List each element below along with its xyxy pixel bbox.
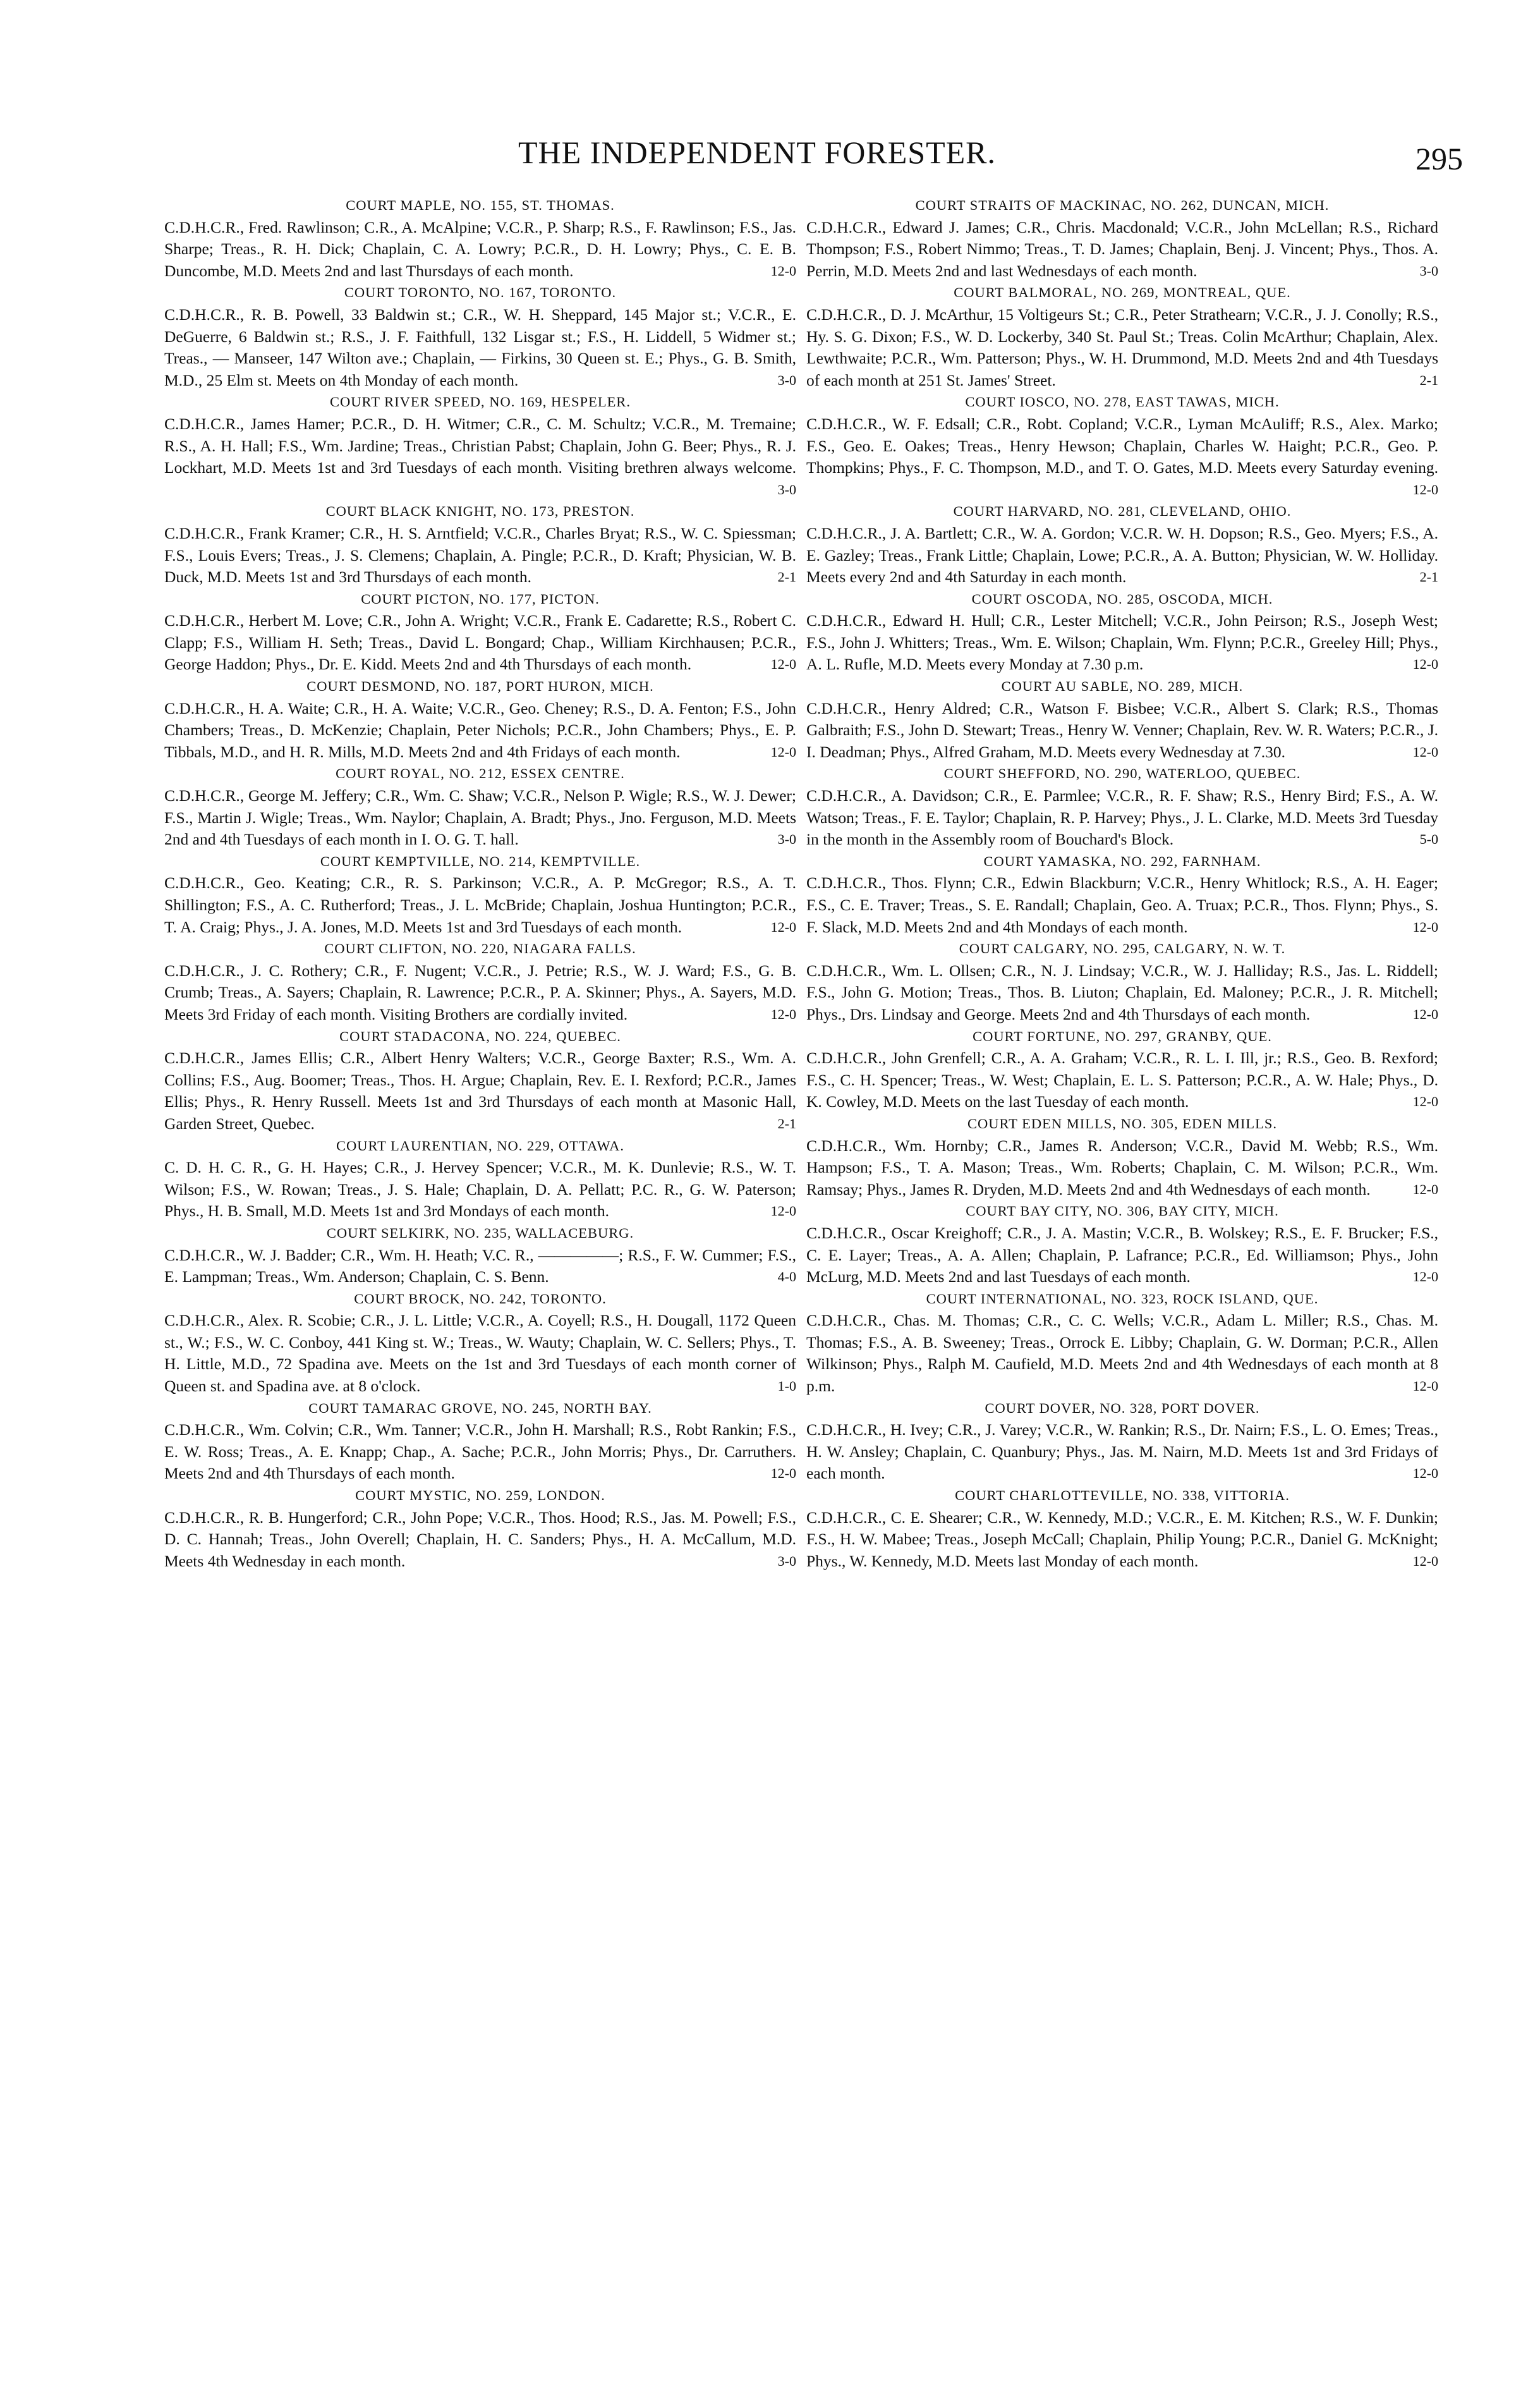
- court-code: 12-0: [770, 656, 796, 673]
- court-code: 4-0: [777, 1269, 796, 1285]
- court-code: 12-0: [770, 1006, 796, 1022]
- court-code: 2-1: [1419, 372, 1438, 388]
- court-officers: C.D.H.C.R., Oscar Kreighoff; C.R., J. A. Mastin; V.C.R., B. Wolskey; R.S., E. F. Brucker; F.S., C. E. Layer; Treas., A. A. Allen; Chaplain, P. Lafrance; P.C.R., Ed. Williamson; Phys., John McLurg, M.D. Meets 2nd and last Tuesdays of each month.: [806, 1223, 1438, 1286]
- court-code: 12-0: [1412, 1181, 1438, 1197]
- court-heading: COURT RIVER SPEED, NO. 169, HESPELER.: [330, 394, 631, 410]
- court-officers: C.D.H.C.R., Thos. Flynn; C.R., Edwin Blackburn; V.C.R., Henry Whitlock; R.S., A. H. Eager; F.S., C. E. Traver; Treas., S. E. Randall; Chaplain, Geo. A. Truax; P.C.R., Thos. Flynn; Phys., S. F. Slack, M.D. Meets 2nd and 4th Mondays of each month.: [806, 874, 1438, 936]
- court-code: 2-1: [777, 569, 796, 585]
- court-entry: [806, 1485, 1438, 1572]
- court-entry: [806, 938, 1438, 1025]
- court-code: 12-0: [770, 743, 796, 760]
- court-entry: [164, 1223, 796, 1288]
- left-column: [164, 195, 796, 1572]
- court-heading: COURT ROYAL, NO. 212, ESSEX CENTRE.: [336, 765, 625, 782]
- court-heading: COURT BALMORAL, NO. 269, MONTREAL, QUE.: [954, 284, 1291, 301]
- court-heading: COURT LAURENTIAN, NO. 229, OTTAWA.: [336, 1137, 625, 1154]
- court-heading: COURT TORONTO, NO. 167, TORONTO.: [344, 284, 617, 301]
- court-entry: [806, 195, 1438, 282]
- court-entry: [164, 1135, 796, 1223]
- court-officers: C.D.H.C.R., H. Ivey; C.R., J. Varey; V.C.R., W. Rankin; R.S., Dr. Nairn; F.S., L. O. Emes; Treas., H. W. Ansley; Chaplain, C. Quanbury; Phys., Jas. M. Nairn, M.D. Meets 1st and 3rd Fridays of each month.: [806, 1420, 1438, 1483]
- court-officers: C.D.H.C.R., Wm. Colvin; C.R., Wm. Tanner; V.C.R., John H. Marshall; R.S., Robt Rankin; F.S., E. W. Ross; Treas., A. E. Knapp; Chap., A. Sache; P.C.R., John Morris; Phys., Dr. Carruthers. Meets 2nd and 4th Thursdays of each month.: [164, 1420, 796, 1483]
- court-officers: C.D.H.C.R., Alex. R. Scobie; C.R., J. L. Little; V.C.R., A. Coyell; R.S., H. Dougall, 1172 Queen st., W.; F.S., W. C. Conboy, 441 King st. W.; Treas., W. Wauty; Chaplain, W. C. Sellers; Phys., T. H. Little, M.D., 72 Spadina ave. Meets on the 1st and 3rd Tuesdays of each month corner of Queen st. and Spadina ave. at 8 o'clock.: [164, 1311, 796, 1396]
- court-code: 12-0: [1412, 1552, 1438, 1569]
- court-heading: COURT PICTON, NO. 177, PICTON.: [361, 590, 600, 607]
- court-code: 12-0: [1412, 1378, 1438, 1394]
- court-officers: C.D.H.C.R., W. F. Edsall; C.R., Robt. Copland; V.C.R., Lyman McAuliff; R.S., Alex. Marko; F.S., Geo. E. Oakes; Treas., Henry Hewson; Chaplain, Charles W. Haight; P.C.R., Geo. P. Thompkins; Phys., F. C. Thompson, M.D., and T. O. Gates, M.D. Meets every Saturday evening.: [806, 414, 1438, 477]
- right-column: [806, 195, 1438, 1572]
- court-entry: [806, 1398, 1438, 1485]
- court-entry: [806, 676, 1438, 763]
- court-code: 12-0: [1412, 1465, 1438, 1482]
- court-code: 2-1: [1419, 569, 1438, 585]
- court-code: 3-0: [777, 481, 796, 497]
- court-entry: [806, 589, 1438, 676]
- court-officers: C.D.H.C.R., D. J. McArthur, 15 Voltigeurs St.; C.R., Peter Strathearn; V.C.R., J. J. Conolly; R.S., Hy. S. G. Dixon; F.S., W. D. Lockerby, 340 St. Paul St.; Treas. Colin McArthur; Chaplain, Alex. Lewthwaite; P.C.R., Wm. Patterson; Phys., W. H. Drummond, M.D. Meets 2nd and 4th Tuesdays of each month at 251 St. James' Street.: [806, 305, 1438, 389]
- court-heading: COURT STADACONA, NO. 224, QUEBEC.: [339, 1028, 621, 1044]
- court-officers: C.D.H.C.R., James Ellis; C.R., Albert Henry Walters; V.C.R., George Baxter; R.S., Wm. A. Collins; F.S., Aug. Boomer; Treas., Thos. H. Argue; Chaplain, Rev. E. I. Rexford; P.C.R., James Ellis; Phys., R. Henry Russell. Meets 1st and 3rd Thursdays of each month at Masonic Hall, Garden Street, Quebec.: [164, 1049, 796, 1133]
- court-entry: [164, 763, 796, 850]
- court-officers: C.D.H.C.R., Edward J. James; C.R., Chris. Macdonald; V.C.R., John McLellan; R.S., Richard Thompson; F.S., Robert Nimmo; Treas., T. D. James; Chaplain, Benj. J. Vincent; Phys., Thos. A. Perrin, M.D. Meets 2nd and last Wednesdays of each month.: [806, 217, 1438, 280]
- court-heading: COURT INTERNATIONAL, NO. 323, ROCK ISLAND, QUE.: [926, 1290, 1319, 1307]
- court-code: 3-0: [777, 372, 796, 388]
- court-entry: [164, 938, 796, 1025]
- court-code: 5-0: [1419, 831, 1438, 848]
- court-officers: C.D.H.C.R., C. E. Shearer; C.R., W. Kennedy, M.D.; V.C.R., E. M. Kitchen; R.S., W. F. Dunkin; F.S., H. W. Mabee; Treas., Joseph McCall; Chaplain, Philip Young; P.C.R., Daniel G. McKnight; Phys., W. Kennedy, M.D. Meets last Monday of each month.: [806, 1508, 1438, 1570]
- court-code: 12-0: [1412, 481, 1438, 497]
- court-heading: COURT MYSTIC, NO. 259, LONDON.: [355, 1487, 605, 1504]
- court-code: 1-0: [777, 1378, 796, 1394]
- court-officers: C.D.H.C.R., J. C. Rothery; C.R., F. Nugent; V.C.R., J. Petrie; R.S., W. J. Ward; F.S., G. B. Crumb; Treas., A. Sayers; Chaplain, R. Lawrence; P.C.R., P. A. Skinner; Phys., A. Sayers, M.D. Meets 3rd Friday of each month. Visiting Brothers are cordially invited.: [164, 961, 796, 1023]
- court-entry: [806, 851, 1438, 938]
- court-heading: COURT HARVARD, NO. 281, CLEVELAND, OHIO.: [953, 503, 1292, 520]
- court-entry: [164, 851, 796, 938]
- court-heading: COURT EDEN MILLS, NO. 305, EDEN MILLS.: [967, 1115, 1277, 1131]
- court-code: 12-0: [770, 1203, 796, 1219]
- court-heading: COURT OSCODA, NO. 285, OSCODA, MICH.: [971, 590, 1273, 607]
- court-entry: [806, 1200, 1438, 1288]
- court-entry: [164, 391, 796, 501]
- court-code: 12-0: [770, 262, 796, 279]
- court-officers: C.D.H.C.R., W. J. Badder; C.R., Wm. H. Heath; V.C. R., —————; R.S., F. W. Cummer; F.S., E. Lampman; Treas., Wm. Anderson; Chaplain, C. S. Benn.: [164, 1245, 796, 1286]
- court-code: 12-0: [770, 918, 796, 935]
- court-officers: C.D.H.C.R., Edward H. Hull; C.R., Lester Mitchell; V.C.R., John Peirson; R.S., Joseph West; F.S., John J. Whitters; Treas., Wm. E. Wilson; Chaplain, Wm. Flynn; P.C.R., Greeley Hill; Phys., A. L. Rufle, M.D. Meets every Monday at 7.30 p.m.: [806, 611, 1438, 674]
- court-code: 12-0: [1412, 1006, 1438, 1022]
- court-heading: COURT SHEFFORD, NO. 290, WATERLOO, QUEBEC.: [943, 765, 1301, 782]
- court-entry: [806, 391, 1438, 501]
- page-number: 295: [1416, 141, 1463, 176]
- court-entry: [164, 1026, 796, 1135]
- court-officers: C.D.H.C.R., George M. Jeffery; C.R., Wm. C. Shaw; V.C.R., Nelson P. Wigle; R.S., W. J. Dewer; F.S., Martin J. Wigle; Treas., Wm. Naylor; Chaplain, A. Bradt; Phys., Jno. Ferguson, M.D. Meets 2nd and 4th Tuesdays of each month in I. O. G. T. hall.: [164, 786, 796, 849]
- court-code: 12-0: [1412, 656, 1438, 673]
- court-entry: [164, 195, 796, 282]
- court-heading: COURT CHARLOTTEVILLE, NO. 338, VITTORIA.: [955, 1487, 1290, 1504]
- court-officers: C.D.H.C.R., James Hamer; P.C.R., D. H. Witmer; C.R., C. M. Schultz; V.C.R., M. Tremaine; R.S., A. H. Hall; F.S., Wm. Jardine; Treas., Christian Pabst; Chaplain, John G. Beer; Phys., R. J. Lockhart, M.D. Meets 1st and 3rd Tuesdays of each month. Visiting brethren always welcome.: [164, 414, 796, 477]
- court-entry: [806, 763, 1438, 850]
- court-officers: C.D.H.C.R., R. B. Powell, 33 Baldwin st.; C.R., W. H. Sheppard, 145 Major st.; V.C.R., E. DeGuerre, 6 Baldwin st.; R.S., J. F. Faithfull, 132 Lisgar st.; F.S., H. Liddell, 5 Widmer st.; Treas., — Manseer, 147 Wilton ave.; Chaplain, — Firkins, 30 Queen st. E.; Phys., G. B. Smith, M.D., 25 Elm st. Meets on 4th Monday of each month.: [164, 305, 796, 389]
- court-heading: COURT CALGARY, NO. 295, CALGARY, N. W. T.: [959, 941, 1286, 957]
- court-heading: COURT KEMPTVILLE, NO. 214, KEMPTVILLE.: [320, 853, 641, 869]
- court-officers: C.D.H.C.R., H. A. Waite; C.R., H. A. Waite; V.C.R., Geo. Cheney; R.S., D. A. Fenton; F.S., John Chambers; Treas., D. McKenzie; Chaplain, Peter Nichols; P.C.R., John Chambers; Phys., E. P. Tibbals, M.D., and H. R. Mills, M.D. Meets 2nd and 4th Fridays of each month.: [164, 698, 796, 761]
- court-officers: C. D. H. C. R., G. H. Hayes; C.R., J. Hervey Spencer; V.C.R., M. K. Dunlevie; R.S., W. T. Wilson; F.S., W. Rowan; Treas., J. S. Hale; Chaplain, D. A. Pellatt; P.C. R., G. W. Paterson; Phys., H. B. Small, M.D. Meets 1st and 3rd Mondays of each month.: [164, 1158, 796, 1221]
- court-officers: C.D.H.C.R., Wm. L. Ollsen; C.R., N. J. Lindsay; V.C.R., W. J. Halliday; R.S., Jas. L. Riddell; F.S., John G. Motion; Treas., Thos. B. Liuton; Chaplain, Ed. Maloney; P.C.R., J. R. Mitchell; Phys., Drs. Lindsay and George. Meets 2nd and 4th Thursdays of each month.: [806, 961, 1438, 1023]
- court-code: 3-0: [777, 1552, 796, 1569]
- court-heading: COURT DOVER, NO. 328, PORT DOVER.: [985, 1400, 1260, 1416]
- court-entry: [164, 1288, 796, 1398]
- court-heading: COURT TAMARAC GROVE, NO. 245, NORTH BAY.: [308, 1400, 652, 1416]
- court-code: 3-0: [1419, 262, 1438, 279]
- running-title: THE INDEPENDENT FORESTER.: [518, 135, 997, 170]
- court-entry: [164, 501, 796, 588]
- court-officers: C.D.H.C.R., Chas. M. Thomas; C.R., C. C. Wells; V.C.R., Adam L. Miller; R.S., Chas. M. Thomas; F.S., A. B. Sweeney; Treas., Orrock E. Libby; Chaplain, G. W. Dorman; P.C.R., Allen Wilkinson; Phys., Ralph M. Caufield, M.D. Meets 2nd and 4th Wednesdays of each month at 8 p.m.: [806, 1311, 1438, 1396]
- court-code: 12-0: [770, 1465, 796, 1482]
- court-entry: [806, 282, 1438, 391]
- court-code: 12-0: [1412, 743, 1438, 760]
- court-heading: COURT SELKIRK, NO. 235, WALLACEBURG.: [326, 1224, 634, 1241]
- court-heading: COURT AU SABLE, NO. 289, MICH.: [1001, 678, 1244, 695]
- court-officers: C.D.H.C.R., R. B. Hungerford; C.R., John Pope; V.C.R., Thos. Hood; R.S., Jas. M. Powell; F.S., D. C. Hannah; Treas., John Overell; Chaplain, H. C. Sanders; Phys., H. A. McCallum, M.D. Meets 4th Wednesday in each month.: [164, 1508, 796, 1570]
- court-heading: COURT BROCK, NO. 242, TORONTO.: [354, 1290, 607, 1307]
- court-officers: C.D.H.C.R., Wm. Hornby; C.R., James R. Anderson; V.C.R., David M. Webb; R.S., Wm. Hampson; F.S., T. A. Mason; Treas., Wm. Roberts; Chaplain, C. M. Wilson; P.C.R., Wm. Ramsay; Phys., James R. Dryden, M.D. Meets 2nd and 4th Wednesdays of each month.: [806, 1136, 1438, 1198]
- court-heading: COURT CLIFTON, NO. 220, NIAGARA FALLS.: [324, 941, 636, 957]
- court-officers: C.D.H.C.R., A. Davidson; C.R., E. Parmlee; V.C.R., R. F. Shaw; R.S., Henry Bird; F.S., A. W. Watson; Treas., F. E. Taylor; Chaplain, R. P. Harvey; Phys., J. L. Clarke, M.D. Meets 3rd Tuesday in the month in the Assembly room of Bouchard's Block.: [806, 786, 1438, 849]
- court-heading: COURT IOSCO, NO. 278, EAST TAWAS, MICH.: [965, 394, 1280, 410]
- court-entry: [806, 1026, 1438, 1113]
- court-officers: C.D.H.C.R., J. A. Bartlett; C.R., W. A. Gordon; V.C.R. W. H. Dopson; R.S., Geo. Myers; F.S., A. E. Gazley; Treas., Frank Little; Chaplain, Lowe; P.C.R., A. A. Button; Physician, W. W. Holliday. Meets every 2nd and 4th Saturday in each month.: [806, 523, 1438, 587]
- court-heading: COURT DESMOND, NO. 187, PORT HURON, MICH.: [306, 678, 654, 695]
- court-officers: C.D.H.C.R., Geo. Keating; C.R., R. S. Parkinson; V.C.R., A. P. McGregor; R.S., A. T. Shillington; F.S., A. C. Rutherford; Treas., J. L. McBride; Chaplain, Joshua Huntington; P.C.R., T. A. Craig; Phys., J. A. Jones, M.D. Meets 1st and 3rd Tuesdays of each month.: [164, 874, 796, 936]
- court-entry: [806, 501, 1438, 588]
- court-entry: [164, 282, 796, 391]
- court-heading: COURT BLACK KNIGHT, NO. 173, PRESTON.: [325, 503, 635, 520]
- court-code: 12-0: [1412, 1269, 1438, 1285]
- court-entry: [806, 1288, 1438, 1398]
- court-heading: COURT FORTUNE, NO. 297, GRANBY, QUE.: [973, 1028, 1272, 1044]
- court-entry: [164, 1485, 796, 1572]
- court-officers: C.D.H.C.R., John Grenfell; C.R., A. A. Graham; V.C.R., R. L. I. Ill, jr.; R.S., Geo. B. Rexford; F.S., C. H. Spencer; Treas., W. West; Chaplain, E. L. S. Patterson; P.C.R., A. W. Hale; Phys., D. K. Cowley, M.D. Meets on the last Tuesday of each month.: [806, 1049, 1438, 1111]
- court-officers: C.D.H.C.R., Herbert M. Love; C.R., John A. Wright; V.C.R., Frank E. Cadarette; R.S., Robert C. Clapp; F.S., William H. Seth; Treas., David L. Bongard; Chap., William Kirchhausen; P.C.R., George Haddon; Phys., Dr. E. Kidd. Meets 2nd and 4th Thursdays of each month.: [164, 611, 796, 674]
- court-entry: [806, 1113, 1438, 1200]
- court-entry: [164, 1398, 796, 1485]
- court-heading: COURT STRAITS OF MACKINAC, NO. 262, DUNCAN, MICH.: [915, 197, 1330, 213]
- court-code: 3-0: [777, 831, 796, 848]
- court-officers: C.D.H.C.R., Fred. Rawlinson; C.R., A. McAlpine; V.C.R., P. Sharp; R.S., F. Rawlinson; F.S., Jas. Sharpe; Treas., R. H. Dick; Chaplain, C. A. Lowry; P.C.R., D. H. Lowry; Phys., C. E. B. Duncombe, M.D. Meets 2nd and last Thursdays of each month.: [164, 217, 796, 280]
- court-heading: COURT MAPLE, NO. 155, ST. THOMAS.: [346, 197, 615, 213]
- court-heading: COURT BAY CITY, NO. 306, BAY CITY, MICH.: [966, 1203, 1279, 1219]
- court-heading: COURT YAMASKA, NO. 292, FARNHAM.: [983, 853, 1261, 869]
- court-entry: [164, 676, 796, 763]
- court-code: 2-1: [777, 1115, 796, 1131]
- court-entry: [164, 589, 796, 676]
- court-officers: C.D.H.C.R., Frank Kramer; C.R., H. S. Arntfield; V.C.R., Charles Bryat; R.S., W. C. Spiessman; F.S., Louis Evers; Treas., J. S. Clemens; Chaplain, A. Pingle; P.C.R., D. Kraft; Physician, W. B. Duck, M.D. Meets 1st and 3rd Thursdays of each month.: [164, 523, 796, 587]
- court-officers: C.D.H.C.R., Henry Aldred; C.R., Watson F. Bisbee; V.C.R., Albert S. Clark; R.S., Thomas Galbraith; F.S., John D. Stewart; Treas., Henry W. Venner; Chaplain, Rev. W. R. Waters; P.C.R., J. I. Deadman; Phys., Alfred Graham, M.D. Meets every Wednesday at 7.30.: [806, 698, 1438, 761]
- court-code: 12-0: [1412, 918, 1438, 935]
- court-code: 12-0: [1412, 1094, 1438, 1110]
